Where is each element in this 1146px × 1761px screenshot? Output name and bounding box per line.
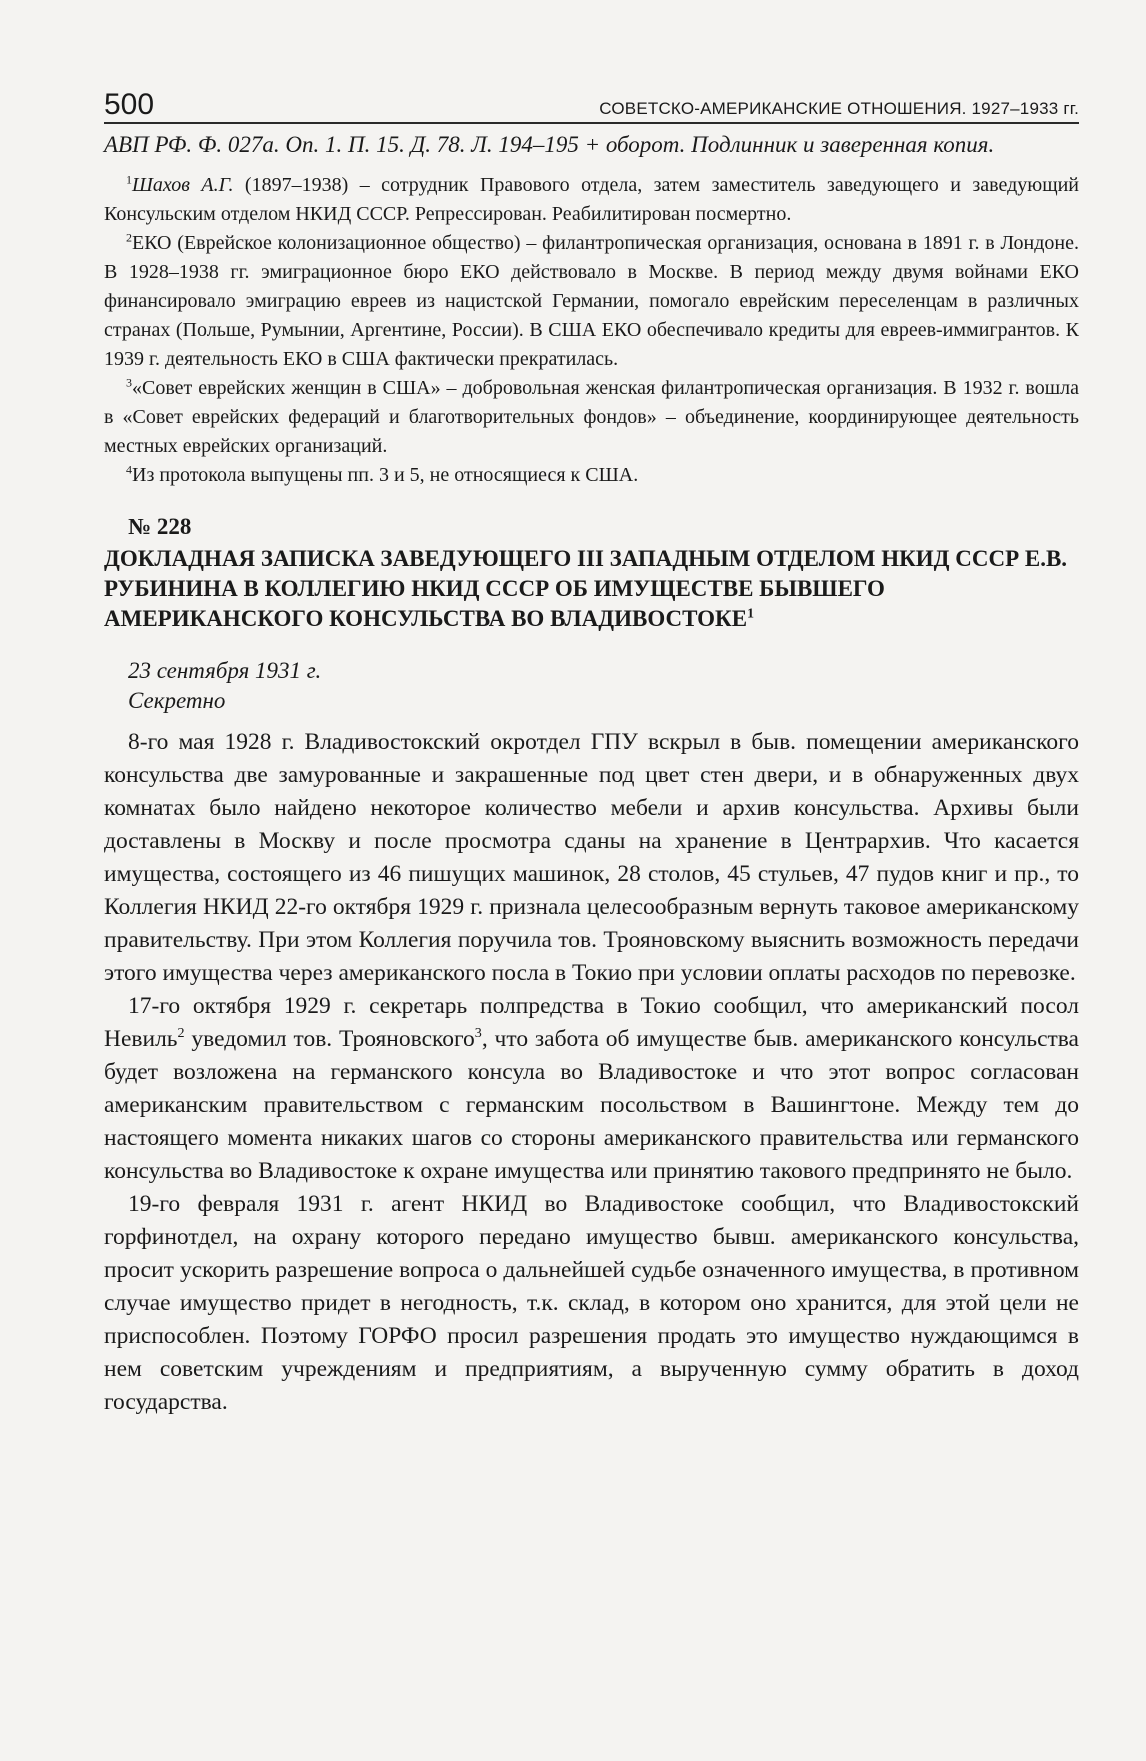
footnote-text: ЕКО (Еврейское колонизационное общество) – филантропическая организация, основана в 1891 г. в Лондоне. В 1928–1938 гг. эмиграционное бюро ЕКО действовало в Москве. В период между двумя войнами ЕКО финансировало эмиграцию евреев из нацистской Германии, помогало еврейским переселенцам в различных странах (Польше, Румынии, Аргентине, России). В США ЕКО обеспечивало кредиты для евреев-иммигрантов. К 1939 г. деятельность ЕКО в США фактически прекратилась. [104,232,1079,370]
paragraph [104,990,1079,1188]
paragraph: 8-го мая 1928 г. Владивостокский окротдел ГПУ вскрыл в быв. помещении американского консульства две замурованные и закрашенные под цвет стен двери, и в обнаруженных двух комнатах было найдено некоторое количество мебели и архив консульства. Архивы были доставлены в Москву и после просмотра сданы на хранение в Центрархив. Что касается имущества, состоящего из 46 пишущих машинок, 28 столов, 45 стульев, 47 пудов книг и пр., то Коллегия НКИД 22-го октября 1929 г. признала целесообразным вернуть таковое американскому правительству. При этом Коллегия поручила тов. Трояновскому выяснить возможность передачи этого имущества через американского посла в Токио при условии оплаты расходов по перевозке. [104,729,1079,986]
paragraph: 19-го февраля 1931 г. агент НКИД во Владивостоке сообщил, что Владивостокский горфинотдел, на охрану которого передано имущество бывш. американского консульства, просит ускорить разрешение вопроса о дальнейшей судьбе означенного имущества, в противном случае имущество придет в негодность, т.к. склад, в котором оно хранится, для этой цели не приспособлен. Поэтому ГОРФО просил разрешения продать это имущество нуждающимся в нем советским учреждениям и предприятиям, а вырученную сумму обратить в доход государства. [104,1191,1079,1415]
paragraph-part: 17-го октября 1929 г. секретарь полпредства в Токио сообщил, что американский посол Невиль [104,993,1079,1052]
document-date: 23 сентября 1931 г. [128,658,322,683]
footnote-mark: 2 [126,230,132,245]
footnote-ref: 2 [177,1025,185,1042]
footnote-text: «Совет еврейских женщин в США» – добровольная женская филантропическая организация. В 1932 г. вошла в «Совет еврейских федераций и благотворительных фондов» – объединение, координирующее деятельность местных еврейских организаций. [104,377,1079,457]
footnote-mark: 1 [126,172,132,187]
paragraph-part: уведомил тов. Трояновского [184,1026,475,1052]
footnote-text: Из протокола выпущены пп. 3 и 5, не относящиеся к США. [132,464,639,486]
page-header [104,82,1079,124]
footnote [104,171,1079,229]
page-number: 500 [104,88,155,121]
footnote-lead: Шахов А.Г. [132,174,234,196]
document-title [104,544,1079,634]
footnotes [104,171,1079,490]
document-number: № 228 [128,514,192,539]
running-title: СОВЕТСКО-АМЕРИКАНСКИЕ ОТНОШЕНИЯ. 1927–1933 гг. [599,99,1079,118]
secrecy-label: Секретно [128,688,226,713]
footnote [104,461,1079,490]
footnote-text: (1897–1938) – сотрудник Правового отдела, затем заместитель заведующего и заведующий Консульским отделом НКИД СССР. Репрессирован. Реабилитирован посмертно. [104,174,1079,225]
document-title-text: ДОКЛАДНАЯ ЗАПИСКА ЗАВЕДУЮЩЕГО III ЗАПАДНЫМ ОТДЕЛОМ НКИД СССР Е.В. РУБИНИНА В КОЛЛЕГИЮ НКИД СССР ОБ ИМУЩЕСТВЕ БЫВШЕГО АМЕРИКАНСКОГО КОНСУЛЬСТВА ВО ВЛАДИВОСТОКЕ [104,546,1068,631]
footnote-ref: 3 [474,1025,482,1042]
footnote [104,229,1079,374]
footnote [104,374,1079,461]
footnote-mark: 4 [126,462,132,477]
source-citation: АВП РФ. Ф. 027а. Оп. 1. П. 15. Д. 78. Л. 194–195 + оборот. Подлинник и заверенная копия. [104,132,995,157]
footnote-mark: 3 [126,375,132,390]
title-footnote-mark: 1 [747,605,754,621]
document-page [104,82,1079,1419]
paragraph-part: , что забота об имуществе быв. американского консульства будет возложена на германского консула во Владивостоке и что этот вопрос согласован американским правительством с германским посольством в Вашингтоне. Между тем до настоящего момента никаких шагов со стороны американского правительства или германского консульства во Владивостоке к охране имущества или принятию такового предпринято не было. [104,1026,1079,1184]
